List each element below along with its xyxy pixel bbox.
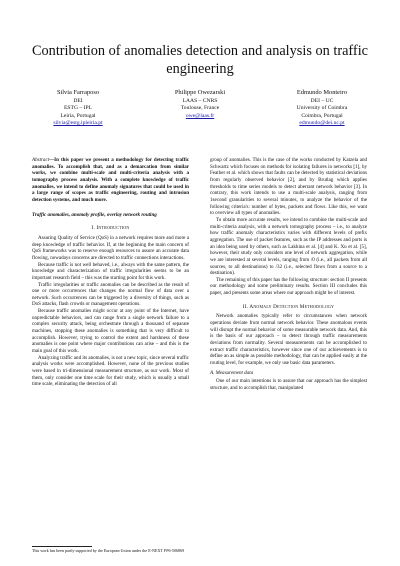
paper-title: Contribution of anomalies detection and analysis on traffic engineering [31, 43, 369, 77]
paragraph: Analyzing traffic and its anomalies, is not a new topic, since several traffic analysis works were accomplished. However, none of the previous studies were based in tri-dimensional measurement structure, as our work. Most of them, only consider one time scale for their study, which is usually a small time scale, eliminating the detection of all [32, 354, 189, 388]
left-column [32, 157, 189, 388]
author-email-link[interactable]: edmundo@dei.uc.pt [299, 119, 345, 126]
section-heading-methodology: II. Anomaly Detection Methodology [242, 303, 335, 310]
paragraph: Because traffic is not well behaved, i.e., always with the same pattern, the knowledge and characterization of traffic irregularities seems to be an important research field – this was the starting point for this work. [32, 261, 189, 281]
author-1 [18, 88, 138, 127]
footnote-rule [32, 546, 92, 547]
paragraph: One of our main intentions is to assure that our approach has the simplest structure, and to accomplish that, manipulated [210, 378, 367, 391]
author-affiliation-line: University of Coimbra [296, 105, 348, 112]
abstract-lead: Abstract [32, 157, 50, 163]
subsection-heading-measurement-data: A. Measurement data [210, 369, 254, 376]
keywords: Traffic anomalies, anomaly profile, overlay network routing [32, 211, 157, 218]
author-name: Edmundo Monteiro [296, 89, 348, 96]
paragraph: To obtain more accurate results, we intend to combine the multi-scale and multi-criteria analysis, with a network tomography process – i.e., to analyze how traffic anomaly characteristics varies with different levels of prefix aggregation. The use of packet features, such as the IP addresses and ports is an idea being used by others, such as Lakhina et al. [4] and K. Xu et al. [5], however, their study only considers one level of network aggregation, while we are interested at several levels, ranging from /0 (i.e., all packets from all sources, to all destinations) to /32 (i.e., selected flows from a source to a destination). [210, 216, 367, 277]
author-email-link[interactable]: owe@laas.fr [185, 112, 215, 119]
paragraph: Assuring Quality of Service (QoS) in a network requires more and more a deep knowledge of traffic behavior. If, at the beginning the main concern of QoS frameworks was to reserve enough resources to assure an accurate data flowing, nowadays concerns are directed to traffic connections interactions. [32, 234, 189, 261]
author-affiliation-line: LAAS – CNRS [182, 98, 218, 104]
author-email-link[interactable]: silvia@estg.ipleiria.pt [53, 119, 103, 126]
author-name: Silvia Farraposo [56, 89, 100, 96]
abstract-body: —In this paper we present a methodology for detecting traffic anomalies. To accomplish that, and as a demarcation from similar works, we combine multi-scale and multi-criteria analysis with a tomography process analysis. With a complete knowledge of traffic anomalies, we intend to define anomaly signatures that could be used in a large range of scopes as traffic engineering, routing and intrusion detection systems, and much more. [32, 157, 189, 203]
paragraph: The remaining of this paper has the following structure: section II presents our methodology and some preliminary results. Section III concludes this paper, and presents some areas where our approach might be of interest. [210, 276, 367, 297]
abstract [32, 157, 189, 204]
author-name: Philippe Owezarski [174, 89, 226, 96]
author-block [18, 88, 382, 127]
paragraph: Traffic irregularities or traffic anomalies can be described as the result of one or more occurrences that changes the normal flow of data over a network. Such occurrences can be triggered by a diversity of things, such as DoS attacks, flash crowds or management operations. [32, 281, 189, 308]
section-heading-introduction: I. Introduction [91, 225, 130, 232]
author-3 [262, 88, 382, 127]
author-2 [140, 88, 260, 127]
author-affiliation-line: Coimbra, Portugal [301, 112, 343, 119]
author-affiliation-line: DEI – UC [310, 98, 334, 104]
author-affiliation-line: ESTG – IPL [64, 105, 92, 112]
footnote: This work has been partly supported by the European Union under the E-NEXT FP6-506869 [32, 548, 185, 553]
paragraph: group of anomalies. This is the case of the works conducted by Katzela and Schwartz which focuses on methods for isolating failures in networks [1], by Feather et al. which shows that faults can be detected by statistical deviations from regularly observed behavior [2], and by Brutlag which applies thresholds to time series models to detect aberrant network behavior [3]. In contrary, this work intends to use a multi-scale analysis, ranging from 1second granularities to several minutes, to analyze the behavior of the following criteria's: number of bytes, packets and flows. Like this, we want to overview all types of anomalies. [210, 157, 367, 217]
right-column [210, 157, 367, 392]
paragraph: Because traffic anomalies might occur at any point of the Internet, have unpredictable behaviors, and can range from a single network failure to a complex security attack, being orchestrate through a thousand of separate machines, stopping these anomalies is something that is very difficult to accomplish. However, trying to control the extent and harshness of these anomalies is one point where major contributions can arise – and this is the main goal of this work. [32, 308, 189, 355]
author-affiliation-line: Toulouse, France [180, 105, 220, 112]
author-affiliation-line: DEI [73, 98, 83, 104]
paragraph: Network anomalies typically refer to circumstances when network operations deviate from normal network behavior. These anomalous events will disrupt the normal behavior of some measurable network data. And, this is the basis of our approach – to detect through traffic measurements deviations from normality. Several measurements can be accomplished to extract traffic characteristics, however since one of our achievements is to define an as simple as possible methodology, that can be applied easily at the routing level, for example, we only use basic data parameters. [210, 313, 367, 367]
author-affiliation-line: Leiria, Portugal [60, 112, 96, 119]
